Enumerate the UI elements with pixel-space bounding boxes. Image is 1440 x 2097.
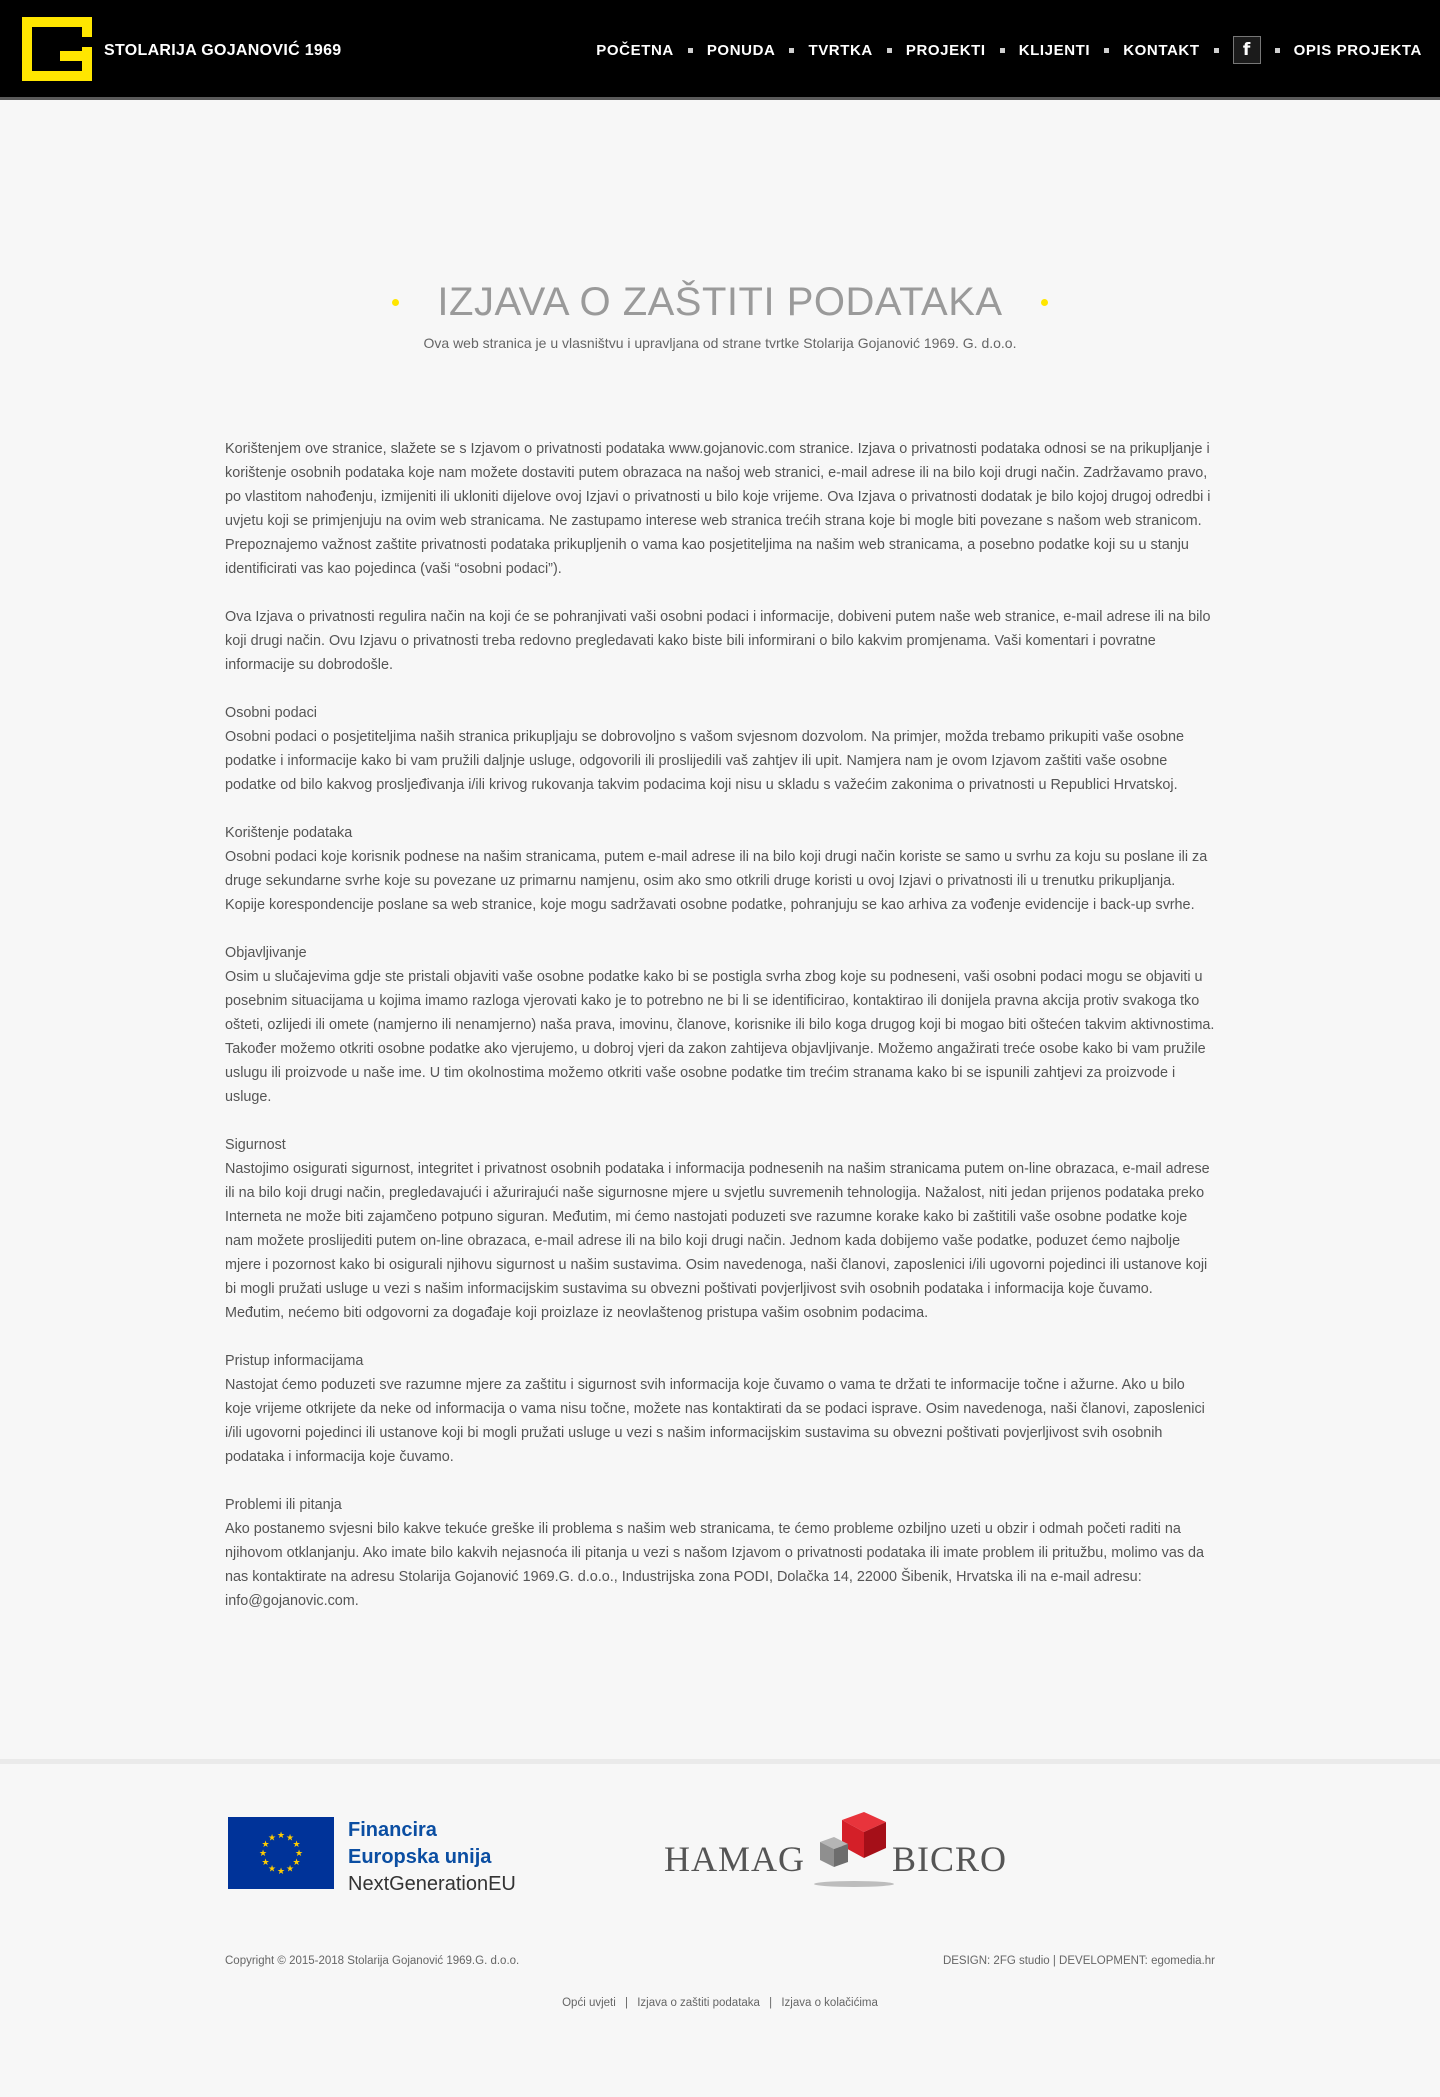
nav-separator — [1275, 48, 1280, 53]
page-title-text: IZJAVA O ZAŠTITI PODATAKA — [437, 280, 1003, 324]
section-text: Osim u slučajevima gdje ste pristali objaviti vaše osobne podatke kako bi se postigla svrha zbog koje su podneseni, vaši osobni podaci mogu se objaviti u posebnim situacijama u kojima imamo razloga vjerovati kako je to potrebno ne bi li se identificirao, kontaktirao ili donijela pravna akcija protiv svakoga tko ošteti, ozlijedi ili omete (namjerno ili nenamjerno) naša prava, imovinu, članove, korisnike ili bilo koga drugog koji bi mogao biti oštećen takvim aktivnostima. Također možemo otkriti osobne podatke ako vjerujemo, u dobroj vjeri da zakon zahtijeva objavljivanje. Možemo angažirati treće osobe kako bi vam pružile uslugu ili proizvode u naše ime. U tim okolnostima možemo otkriti vaše osobne podatke tim trećim stranama kako bi se ispunili zahtjevi za proizvode i usluge. — [225, 969, 1215, 1105]
section-osobni-podaci — [225, 701, 1215, 797]
nav-item-klijenti[interactable]: KLIJENTI — [1018, 41, 1091, 59]
footer-links — [0, 1997, 1440, 2009]
intro-paragraph: Korištenjem ove stranice, slažete se s Izjavom o privatnosti podataka www.gojanovic.com stranice. Izjava o privatnosti podataka odnosi se na prikupljanje i korištenje osobnih podataka koje nam možete dostaviti putem obrazaca na našoj web stranici, e-mail adrese ili na bilo koji drugi način. Zadržavamo pravo, po vlastitom nahođenju, izmijeniti ili ukloniti dijelove ovoj Izjavi o privatnosti u bilo koje vrijeme. Ova Izjava o privatnosti dodatak je bilo kojoj drugoj odredbi i uvjetu koji se primjenjuju na ovim web stranicama. Ne zastupamo interese web stranica trećih strana koje bi mogle biti povezane s našom web stranicom. Prepoznajemo važnost zaštite privatnosti podataka prikupljenih o vama kao posjetiteljima na našim web stranicama, a posebno podatke koji su u stanju identificirati vas kao pojedinca (vaši “osobni podaci”). — [225, 441, 1211, 577]
svg-text:★: ★ — [276, 1831, 286, 1841]
hamag-bicro-logo — [664, 1812, 1016, 1892]
svg-text:★: ★ — [261, 1858, 270, 1868]
nav-item-tvrtka[interactable]: TVRTKA — [808, 41, 873, 59]
site-footer — [0, 1759, 1440, 2055]
section-problemi-ili-pitanja — [225, 1493, 1215, 1613]
svg-text:★: ★ — [261, 1840, 270, 1850]
svg-text:★: ★ — [276, 1867, 286, 1877]
eu-stars — [228, 1817, 334, 1889]
link-izjava-o-kolacicima[interactable]: Izjava o kolačićima — [781, 1997, 878, 2009]
section-heading: Objavljivanje — [225, 945, 307, 961]
section-text: Osobni podaci o posjetiteljima naših stranica prikupljaju se dobrovoljno s vašom svjesnom dozvolom. Na primjer, možda trebamo prikupiti vaše osobne podatke i informacije kako bi vam pružili daljnje usluge, odgovorili ili proslijedili vaš zahtjev ili upit. Namjera nam je ovom Izjavom zaštiti vaše osobne podatke od bilo kakvog prosljeđivanja i/ili krivog rukovanja takvim podacima koji nisu u skladu s važećim zakonima o privatnosti u Republici Hrvatskoj. — [225, 729, 1185, 793]
svg-text:★: ★ — [285, 1864, 295, 1875]
section-text: Nastojimo osigurati sigurnost, integritet i privatnost osobnih podataka i informacija podnesenih na našim stranicama putem on-line obrazaca, e-mail adrese ili na bilo koji drugi način, pregledavajući i ažurirajući naše sigurnosne mjere u svjetlu suvremenih tehnologija. Nažalost, niti jedan prijenos podataka preko Interneta ne može biti zajamčeno potpuno siguran. Međutim, mi ćemo nastojati poduzeti sve razumne korake kako bi zaštitili vaše osobne podatke koje nam možete proslijediti putem on-line obrazaca, e-mail adrese ili na bilo koji drugi način. Jednom kada dobijemo vaše podatke, poduzet ćemo najbolje mjere i pozornost kako bi osigurali njihovu sigurnost u našim sustavima. Osim navedenoga, naši članovi, zaposlenici i/ili ugovorni pojedinci ili ustanove koji bi mogli pružati usluge u vezi s našim informacijskim sustavima su obvezni poštivati povjerljivost svih osobnih podataka i informacija koje čuvamo. Međutim, nećemo biti odgovorni za događaje koji proizlaze iz neovlaštenog pristupa vašim osobnim podacima. — [225, 1161, 1210, 1321]
g-logo-icon — [22, 17, 92, 81]
logo-link[interactable] — [22, 17, 342, 81]
page-title — [354, 280, 1085, 325]
page-subtitle: Ova web stranica je u vlasništvu i upravljana od strane tvrtke Stolarija Gojanović 1969. G. d.o.o. — [423, 335, 1017, 351]
link-opci-uvjeti[interactable]: Opći uvjeti — [562, 1997, 616, 2009]
link-izjava-o-zastiti-podataka[interactable]: Izjava o zaštiti podataka — [637, 1997, 760, 2009]
nav-item-ponuda[interactable]: PONUDA — [706, 41, 776, 59]
section-text: Ako postanemo svjesni bilo kakve tekuće greške ili problema s našim web stranicama, te ćemo probleme ozbiljno uzeti u obzir i odmah početi raditi na njihovom otklanjanju. Ako imate bilo kakvih nejasnoća ili pitanja u vezi s našom Izjavom o privatnosti podataka ili imate problem ili pritužbu, molimo vas da nas kontaktirate na adresu Stolarija Gojanović 1969.G. d.o.o., Industrijska zona PODI, Dolačka 14, 22000 Šibenik, Hrvatska ili na e-mail adresu: info@gojanovic.com. — [225, 1521, 1205, 1609]
page-title-section — [0, 280, 1440, 351]
privacy-content — [225, 437, 1215, 1613]
svg-text:★: ★ — [294, 1849, 304, 1859]
bicro-text: BICRO — [892, 1839, 1008, 1879]
section-heading: Sigurnost — [225, 1137, 286, 1153]
section-text: Osobni podaci koje korisnik podnese na našim stranicama, putem e-mail adrese ili na bilo koji drugi način koriste se samo u svrhu za koju su poslane ili za druge sekundarne svrhe koje su povezane uz primarnu namjenu, osim ako smo otkrili druge koristi u ovoj Izjavi o privatnosti ili u trenutku prikupljanja. Kopije korespondencije poslane sa web stranice, koje mogu sadržavati osobne podatke, pohranjuju se kao arhiva za vođenje evidencije i back-up svrhe. — [225, 849, 1208, 913]
eu-line-nextgeneration: NextGenerationEU — [348, 1873, 516, 1895]
svg-text:★: ★ — [292, 1840, 301, 1850]
brand-name: STOLARIJA GOJANOVIĆ 1969 — [104, 42, 342, 59]
intro-paragraph-2: Ova Izjava o privatnosti regulira način na koji će se pohranjivati vaši osobni podaci i informacije, dobiveni putem naše web stranice, e-mail adrese ili na bilo koji drugi način. Ovu Izjavu o privatnosti treba redovno pregledavati kako biste bili informirani o bilo kakvim promjenama. Vaši komentari i povratne informacije su dobrodošle. — [225, 609, 1211, 673]
credits-text[interactable]: DESIGN: 2FG studio | DEVELOPMENT: egomedia.hr — [942, 1955, 1215, 1967]
hamag-cubes-icon — [804, 1812, 894, 1892]
svg-text:★: ★ — [267, 1833, 277, 1844]
main-nav — [596, 36, 1422, 64]
section-heading: Pristup informacijama — [225, 1353, 364, 1369]
nav-separator — [688, 48, 693, 53]
section-heading: Osobni podaci — [225, 705, 318, 721]
section-pristup-informacijama — [225, 1349, 1215, 1469]
link-separator: | — [625, 1997, 628, 2009]
accent-dot-icon — [1041, 299, 1048, 306]
eu-flag-icon — [228, 1817, 334, 1889]
section-text: Nastojat ćemo poduzeti sve razumne mjere za zaštitu i sigurnost svih informacija koje čuvamo o vama te držati te informacije točne i ažurne. Ako u bilo koje vrijeme otkrijete da neke od informacija o vama nisu točne, možete nas kontaktirati da se podaci isprave. Osim navedenoga, naši članovi, zaposlenici i/ili ugovorni pojedinci ili ustanove koji bi mogli pružati usluge u vezi s našim informacijskim sustavima su obvezni poštivati povjerljivost svih osobnih podataka i informacija koje čuvamo. — [225, 1377, 1205, 1465]
facebook-icon[interactable]: f — [1233, 36, 1261, 64]
footer-bottom — [0, 1955, 1440, 2055]
accent-dot-icon — [392, 299, 399, 306]
svg-text:★: ★ — [258, 1849, 268, 1859]
nav-separator — [789, 48, 794, 53]
nav-item-projekti[interactable]: PROJEKTI — [905, 41, 986, 59]
eu-funding-logo — [228, 1817, 516, 1898]
eu-line-europska-unija: Europska unija — [348, 1846, 492, 1868]
section-objavljivanje — [225, 941, 1215, 1109]
nav-separator — [887, 48, 892, 53]
svg-text:★: ★ — [285, 1833, 295, 1844]
section-koristenje-podataka — [225, 821, 1215, 917]
section-sigurnost — [225, 1133, 1215, 1325]
nav-item-pocetna[interactable]: POČETNA — [596, 41, 674, 59]
link-separator: | — [769, 1997, 773, 2009]
nav-item-opis-projekta[interactable]: OPIS PROJEKTA — [1293, 41, 1422, 59]
svg-text:★: ★ — [292, 1858, 301, 1868]
nav-separator — [1000, 48, 1005, 53]
eu-line-financira: Financira — [348, 1819, 437, 1841]
eu-text — [348, 1817, 516, 1898]
nav-separator — [1104, 48, 1109, 53]
nav-item-kontakt[interactable]: KONTAKT — [1123, 41, 1200, 59]
svg-text:★: ★ — [267, 1864, 277, 1875]
hamag-text: HAMAG — [664, 1839, 806, 1879]
site-header — [0, 0, 1440, 100]
sponsor-logos — [0, 1759, 1440, 1955]
section-heading: Problemi ili pitanja — [225, 1497, 342, 1513]
section-heading: Korištenje podataka — [225, 825, 353, 841]
nav-separator — [1214, 48, 1219, 53]
copyright-text: Copyright © 2015-2018 Stolarija Gojanović 1969.G. d.o.o. — [225, 1955, 520, 1967]
